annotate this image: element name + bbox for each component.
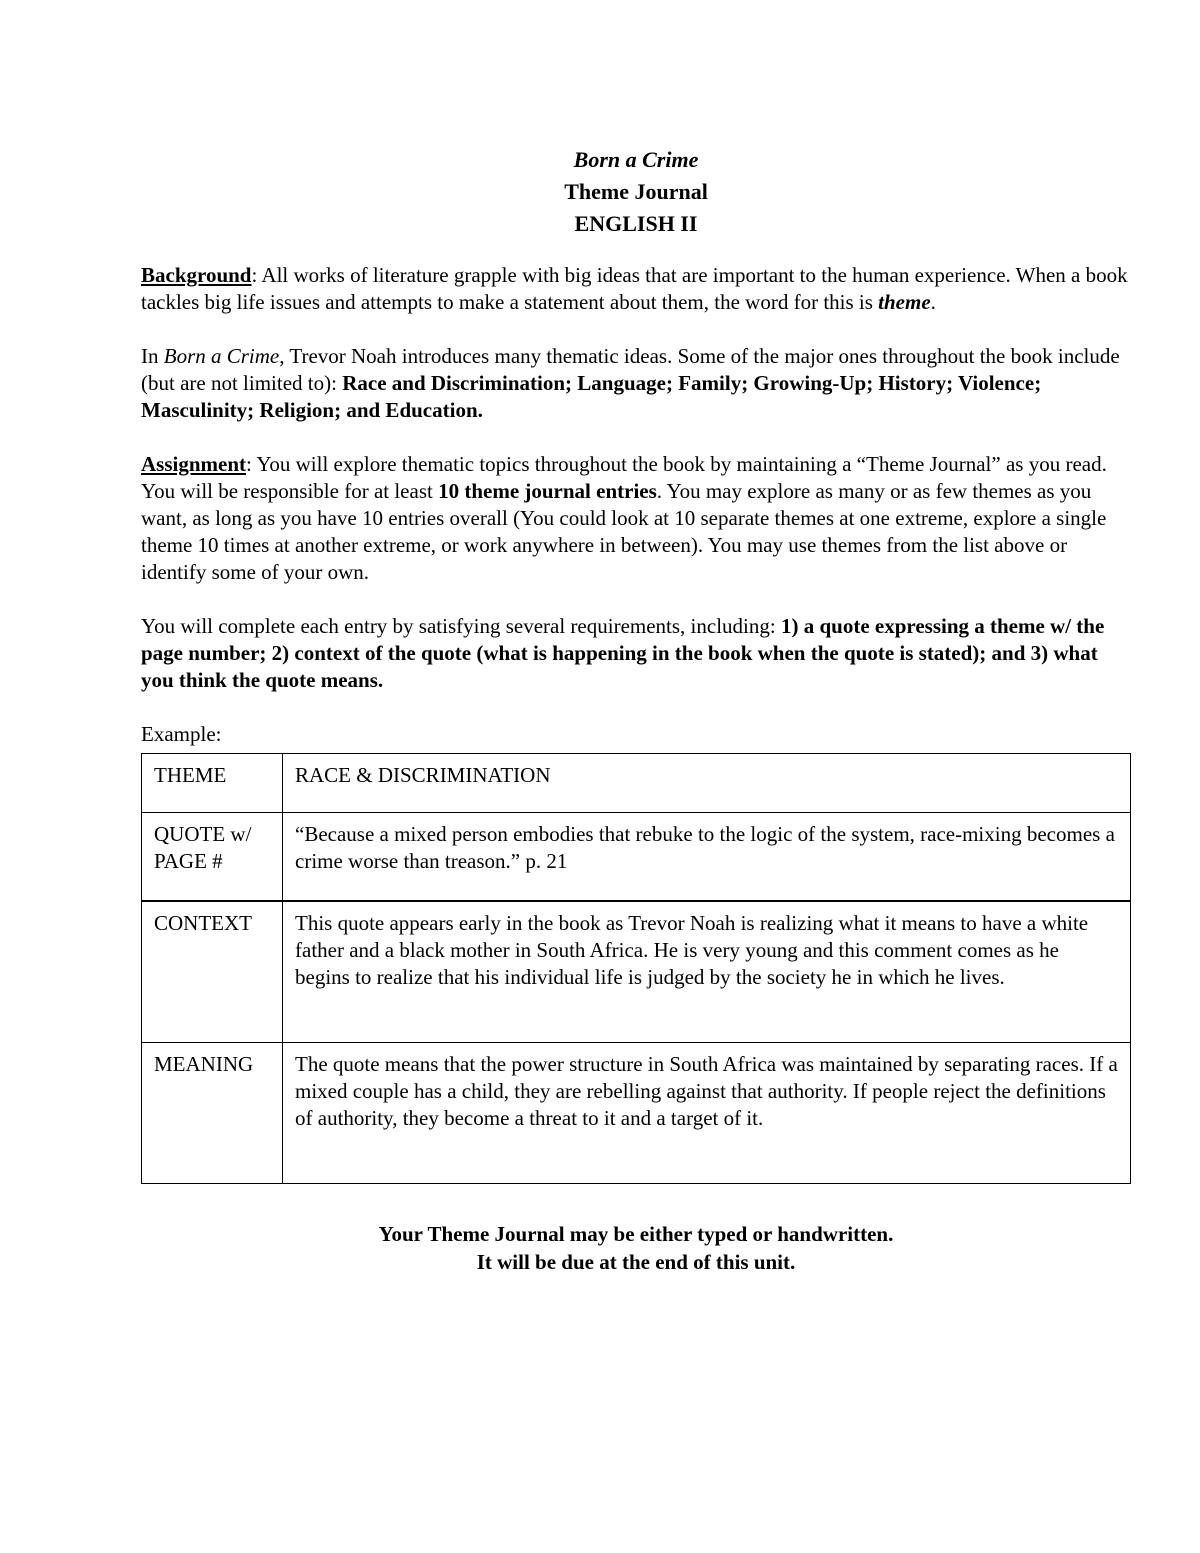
requirements-list: 1) a quote expressing a theme w/ the page number; 2) context of the quote (what is happening in the book when the quote is stated); and 3) what you think the quote means. [141,614,1105,692]
document-subtitle: Theme Journal [564,179,708,204]
table-label-quote: QUOTE w/ PAGE # [142,813,283,902]
requirements-text-1: You will complete each entry by satisfying several requirements, including: [141,614,781,638]
background-text-2: . [930,290,936,314]
table-label-context: CONTEXT [142,901,283,1043]
assignment-paragraph [141,451,1131,586]
footer-line-1: Your Theme Journal may be either typed or handwritten. [378,1222,894,1246]
assignment-label: Assignment [141,452,247,476]
document-page [141,144,1131,1276]
course-name: ENGLISH II [574,211,698,236]
assignment-text-2: . You may explore as many or as few themes as you want, as long as you have 10 entries overall (You could look at 10 separate themes at one extreme, explore a single theme 10 times at another extreme, or work anywhere in between). You may use themes from the list above or identify some of your own. [141,479,1107,584]
book-title: Born a Crime [573,147,699,172]
requirements-paragraph [141,613,1131,694]
table-row-meaning [142,1043,1131,1184]
assignment-text-1: : You will explore thematic topics throughout the book by maintaining a “Theme Journal” as you read. You will be responsible for at least [141,452,1107,503]
intro-text-2: , Trevor Noah introduces many thematic ideas. Some of the major ones throughout the book include (but are not limited to): [141,344,1120,395]
footer-line-2: It will be due at the end of this unit. [476,1250,796,1274]
example-table [141,753,1131,1184]
background-term: theme [878,290,931,314]
footer-note [141,1220,1131,1276]
intro-paragraph [141,343,1131,424]
intro-text-1: In [141,344,164,368]
table-row-quote [142,813,1131,902]
example-label: Example: [141,722,222,746]
table-value-quote: “Because a mixed person embodies that rebuke to the logic of the system, race-mixing becomes a crime worse than treason.” p. 21 [283,813,1131,902]
title-block [141,144,1131,240]
intro-book-title: Born a Crime [163,344,280,368]
background-label: Background [141,263,252,287]
table-value-context: This quote appears early in the book as Trevor Noah is realizing what it means to have a white father and a black mother in South Africa. He is very young and this comment comes as he begins to realize that his individual life is judged by the society he in which he lives. [283,901,1131,1043]
table-value-meaning: The quote means that the power structure in South Africa was maintained by separating races. If a mixed couple has a child, they are rebelling against that authority. If people reject the definitions of authority, they become a threat to it and a target of it. [283,1043,1131,1184]
assignment-count: 10 theme journal entries [438,479,657,503]
table-row-theme [142,754,1131,813]
table-label-meaning: MEANING [142,1043,283,1184]
background-paragraph [141,262,1131,316]
intro-themes: Race and Discrimination; Language; Family; Growing-Up; History; Violence; Masculinity; Religion; and Education. [141,371,1042,422]
background-text-1: : All works of literature grapple with big ideas that are important to the human experience. When a book tackles big life issues and attempts to make a statement about them, the word for this is [141,263,1128,314]
table-value-theme: RACE & DISCRIMINATION [283,754,1131,813]
table-row-context [142,901,1131,1043]
table-label-theme: THEME [142,754,283,813]
